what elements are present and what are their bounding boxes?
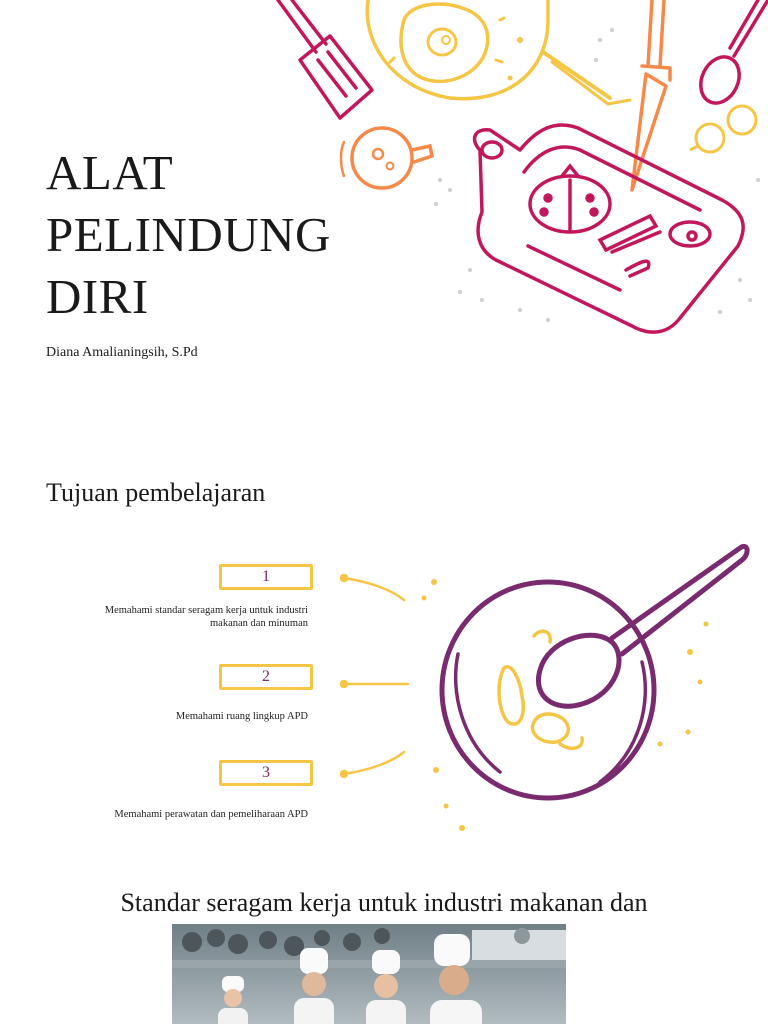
objective-text [40, 808, 308, 821]
objective-line: makanan dan minuman [210, 618, 308, 629]
fried-egg-pan-icon [367, 0, 630, 104]
slide-heading: Tujuan pembelajaran [46, 478, 266, 507]
objective-text [40, 604, 308, 630]
objective-line: Memahami perawatan dan pemeliharaan APD [114, 809, 308, 820]
slide-heading: Standar seragam kerja untuk industri makanan dan [120, 888, 648, 917]
objective-number-box: 1 [219, 564, 313, 590]
cutting-board-icon [475, 125, 744, 332]
title-line: PELINDUNG [46, 207, 331, 262]
objective-line: Memahami standar seragam kerja untuk industri [104, 605, 308, 616]
objectives-slide [0, 432, 768, 862]
objective-number-box: 2 [219, 664, 313, 690]
objective-text [40, 710, 308, 723]
title-line: ALAT [46, 145, 174, 200]
bowl-icon [442, 582, 654, 798]
spatula-icon [278, 0, 372, 118]
knife-icon [632, 0, 670, 190]
bowl-illustration [0, 432, 768, 862]
connector-lines [341, 575, 408, 777]
author-name: Diana Amalianingsih, S.Pd [46, 345, 198, 360]
uniform-standard-slide [0, 876, 768, 1024]
spoon-icon [694, 0, 768, 109]
objective-line: Memahami ruang lingkup APD [175, 711, 308, 722]
title-slide [0, 0, 768, 400]
objective-number-box: 3 [219, 760, 313, 786]
cup-icon [341, 128, 432, 188]
mixing-spoon-icon [538, 546, 747, 706]
tomato-icon [530, 166, 610, 232]
title-line: DIRI [46, 269, 149, 324]
sliced-food-icon [600, 216, 710, 276]
slide-title [46, 142, 331, 328]
chefs-photo [172, 924, 566, 1024]
skewer-icon [690, 106, 756, 152]
